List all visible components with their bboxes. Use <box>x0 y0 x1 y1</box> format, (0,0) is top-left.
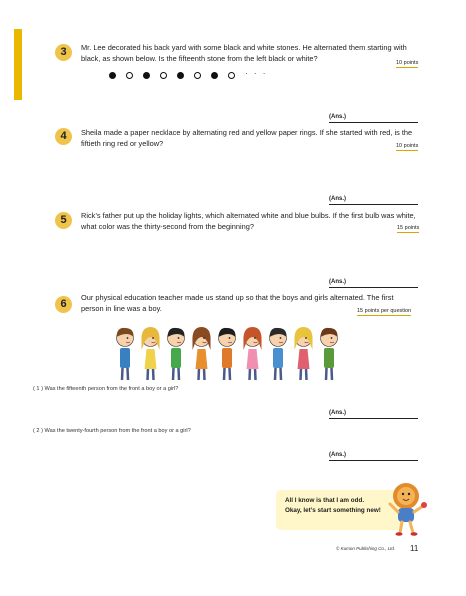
question-3-number: 3 <box>55 44 72 61</box>
children-line-illustration <box>115 322 347 382</box>
black-stone <box>177 72 184 79</box>
question-4-answer-line[interactable]: (Ans.) <box>329 196 418 205</box>
question-6-1-answer-line[interactable]: (Ans.) <box>329 410 418 419</box>
bubble-line-1: All I know is that I am odd. <box>285 497 365 504</box>
white-stone <box>228 72 235 79</box>
white-stone <box>126 72 133 79</box>
question-6-1-label: ( 1 ) <box>33 386 43 392</box>
question-5-points: 15 points <box>397 225 420 231</box>
child-figure-girl <box>243 327 261 380</box>
question-3-points: 10 points <box>396 60 419 66</box>
question-6-points: 15 points per question <box>357 308 412 314</box>
white-stone <box>194 72 201 79</box>
question-6-number: 6 <box>55 296 72 313</box>
copyright-text: © Kumon Publishing Co., Ltd. <box>336 546 396 551</box>
white-stone <box>160 72 167 79</box>
question-6-1-prompt: Was the fifteenth person from the front a boy or a girl? <box>44 386 179 392</box>
question-6-text: Our physical education teacher made us stand up so that the boys and girls alternated. The first person in line was a boy. <box>81 293 394 313</box>
question-3-answer-line[interactable]: (Ans.) <box>329 114 418 123</box>
stone-sequence <box>109 70 267 80</box>
child-figure-boy <box>117 328 134 380</box>
question-6-2-answer-line[interactable]: (Ans.) <box>329 452 418 461</box>
page-number: 11 <box>410 544 419 553</box>
child-figure-girl <box>141 327 159 380</box>
question-5-answer-line[interactable]: (Ans.) <box>329 279 418 288</box>
child-figure-boy <box>168 328 185 380</box>
lion-mascot-icon <box>384 480 430 536</box>
child-figure-boy <box>270 328 287 380</box>
question-5-number: 5 <box>55 212 72 229</box>
question-3-text: Mr. Lee decorated his back yard with some black and white stones. He alternated them starting with black, as shown below. Is the fifteenth stone from the left black or white? <box>81 43 407 63</box>
question-6-2-prompt: Was the twenty-fourth person from the front a boy or a girl? <box>44 428 191 434</box>
question-4-number: 4 <box>55 128 72 145</box>
black-stone <box>109 72 116 79</box>
question-6-1-text <box>33 386 178 392</box>
bubble-line-2: Okay, let’s start something new! <box>285 506 381 514</box>
child-figure-boy <box>321 328 338 380</box>
question-4-points: 10 points <box>396 143 419 149</box>
accent-bar <box>14 29 22 100</box>
child-figure-girl <box>192 327 210 380</box>
child-figure-boy <box>219 328 236 380</box>
question-5-text: Rick’s father put up the holiday lights, which alternated white and blue bulbs. If the first bulb was white, what color was the thirty-second from the beginning? <box>81 211 416 231</box>
black-stone <box>143 72 150 79</box>
question-6-2-label: ( 2 ) <box>33 428 43 434</box>
black-stone <box>211 72 218 79</box>
child-figure-girl <box>294 327 312 380</box>
stone-sequence-ellipsis: · · · <box>245 69 268 78</box>
question-4-text: Sheila made a paper necklace by alternating red and yellow paper rings. If she started with red, is the fiftieth ring red or yellow? <box>81 128 413 148</box>
question-6-2-text <box>33 428 191 434</box>
